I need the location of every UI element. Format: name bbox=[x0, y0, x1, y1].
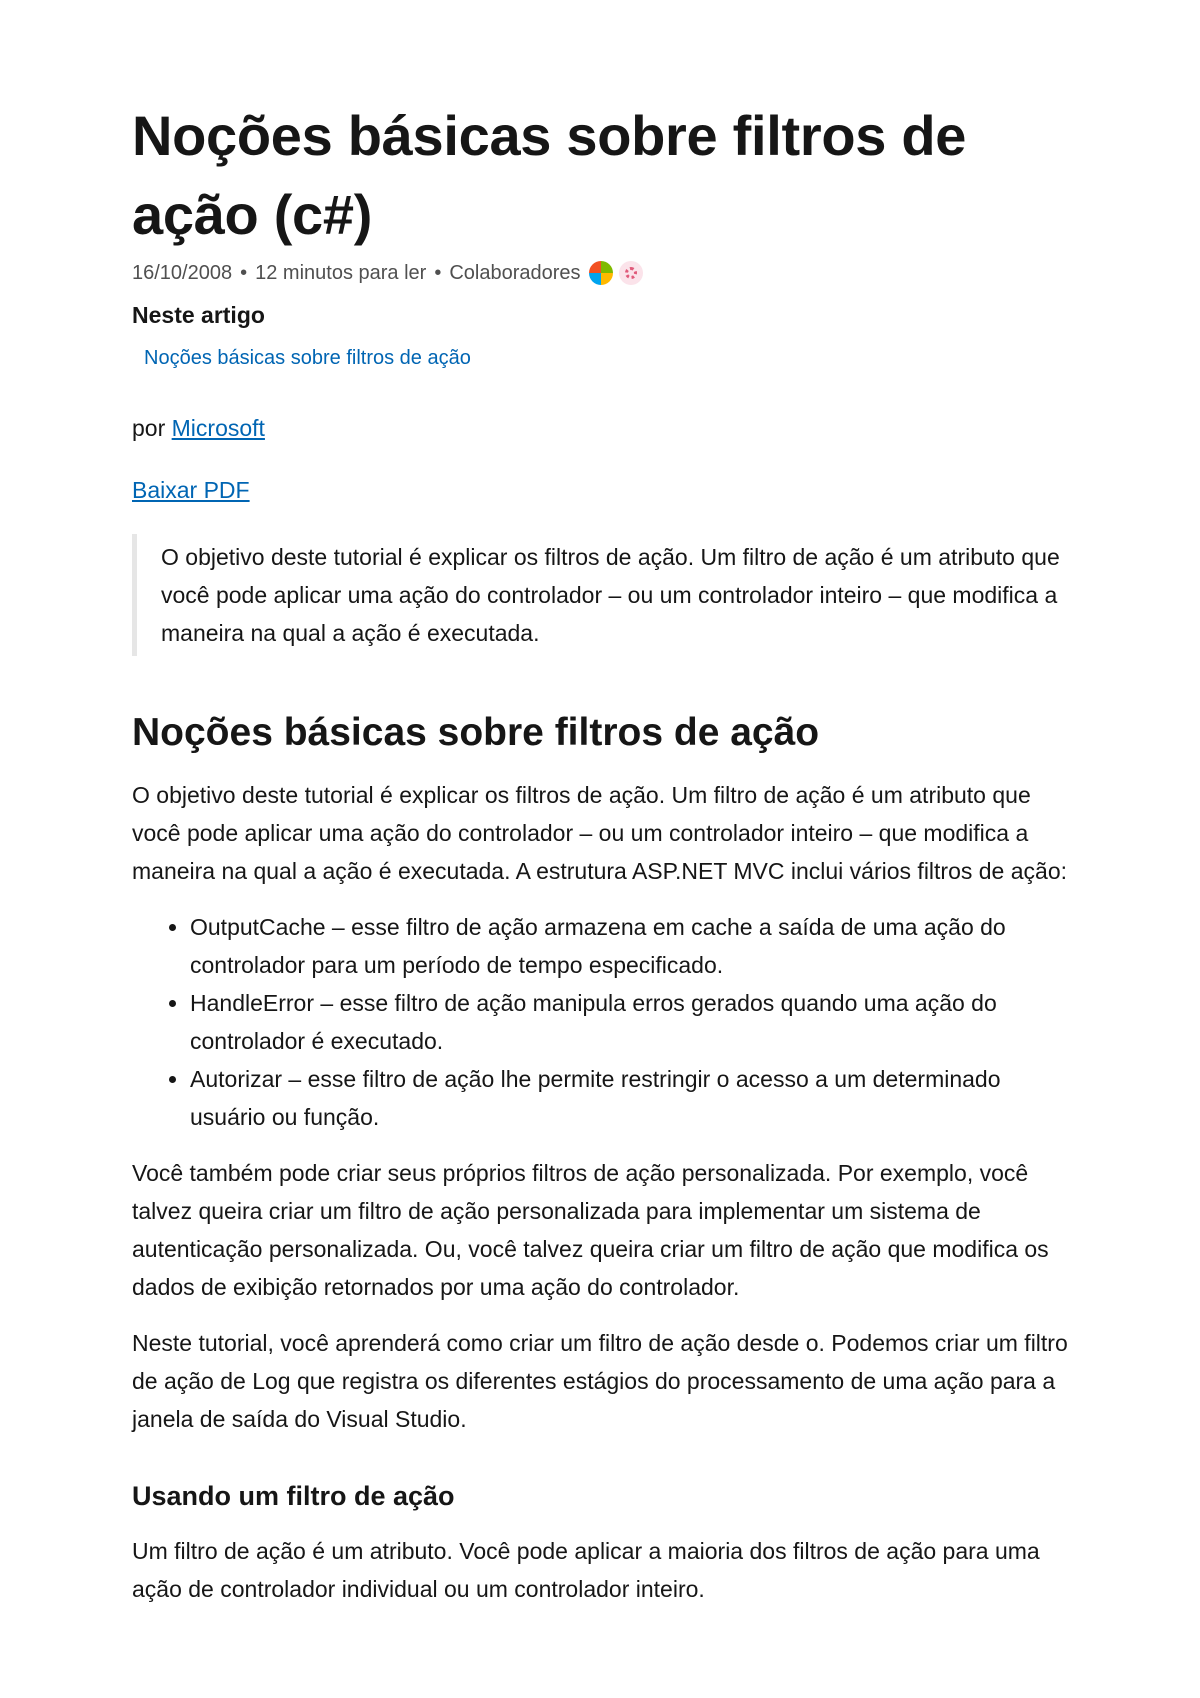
paragraph: Um filtro de ação é um atributo. Você pode aplicar a maioria dos filtros de ação para uma ação de controlador individual ou um controlador inteiro. bbox=[132, 1538, 1040, 1602]
paragraph: Você também pode criar seus próprios filtros de ação personalizada. Por exemplo, você talvez queira criar um filtro de ação personalizada para implementar um sistema de autenticação personalizada. Ou, você talvez queira criar um filtro de ação que modifica os dados de exibição retornados por uma ação do controlador. bbox=[132, 1160, 1049, 1300]
list-item: • OutputCache – esse filtro de ação armazena em cache a saída de uma ação do controlador para um período de tempo especificado. bbox=[190, 908, 1072, 984]
byline bbox=[132, 412, 1072, 444]
page-title: Noções básicas sobre filtros de ação (c#) bbox=[132, 104, 967, 246]
byline-prefix: por bbox=[132, 415, 166, 441]
contributor-avatar-icon[interactable] bbox=[619, 261, 643, 285]
toc-link[interactable]: Noções básicas sobre filtros de ação bbox=[144, 347, 471, 369]
paragraph: O objetivo deste tutorial é explicar os filtros de ação. Um filtro de ação é um atributo que você pode aplicar uma ação do controlador – ou um controlador inteiro – que modifica a maneira na qual a ação é executada. A estrutura ASP.NET MVC inclui vários filtros de ação: bbox=[132, 782, 1068, 884]
subsection-heading: Usando um filtro de ação bbox=[132, 1481, 455, 1511]
article bbox=[132, 96, 1072, 1608]
download-pdf-link[interactable]: Baixar PDF bbox=[132, 477, 250, 503]
author-link[interactable]: Microsoft bbox=[171, 415, 265, 441]
contributor-avatars bbox=[589, 261, 649, 285]
article-metadata bbox=[132, 258, 1072, 288]
summary-quote: O objetivo deste tutorial é explicar os filtros de ação. Um filtro de ação é um atributo que você pode aplicar uma ação do controlador – ou um controlador inteiro – que modifica a maneira na qual a ação é executada. bbox=[132, 534, 1072, 656]
meta-separator: • bbox=[434, 261, 442, 284]
list-item: • Autorizar – esse filtro de ação lhe permite restringir o acesso a um determinado usuário ou função. bbox=[190, 1060, 1072, 1136]
read-time: 12 minutos para ler bbox=[255, 261, 427, 284]
list-item: • HandleError – esse filtro de ação manipula erros gerados quando uma ação do controlador é executado. bbox=[190, 984, 1072, 1060]
paragraph: Neste tutorial, você aprenderá como criar um filtro de ação desde o. Podemos criar um filtro de ação de Log que registra os diferentes estágios do processamento de uma ação para a janela de saída do Visual Studio. bbox=[132, 1330, 1068, 1432]
filter-list bbox=[132, 908, 1072, 1136]
section-heading: Noções básicas sobre filtros de ação bbox=[132, 711, 820, 754]
meta-separator: • bbox=[240, 261, 248, 284]
page-bottom-margin bbox=[0, 1640, 1200, 1698]
contributors-label[interactable]: Colaboradores bbox=[449, 261, 581, 284]
toc-heading: Neste artigo bbox=[132, 302, 265, 328]
publish-date: 16/10/2008 bbox=[132, 261, 233, 284]
microsoft-logo-avatar-icon[interactable] bbox=[589, 261, 613, 285]
